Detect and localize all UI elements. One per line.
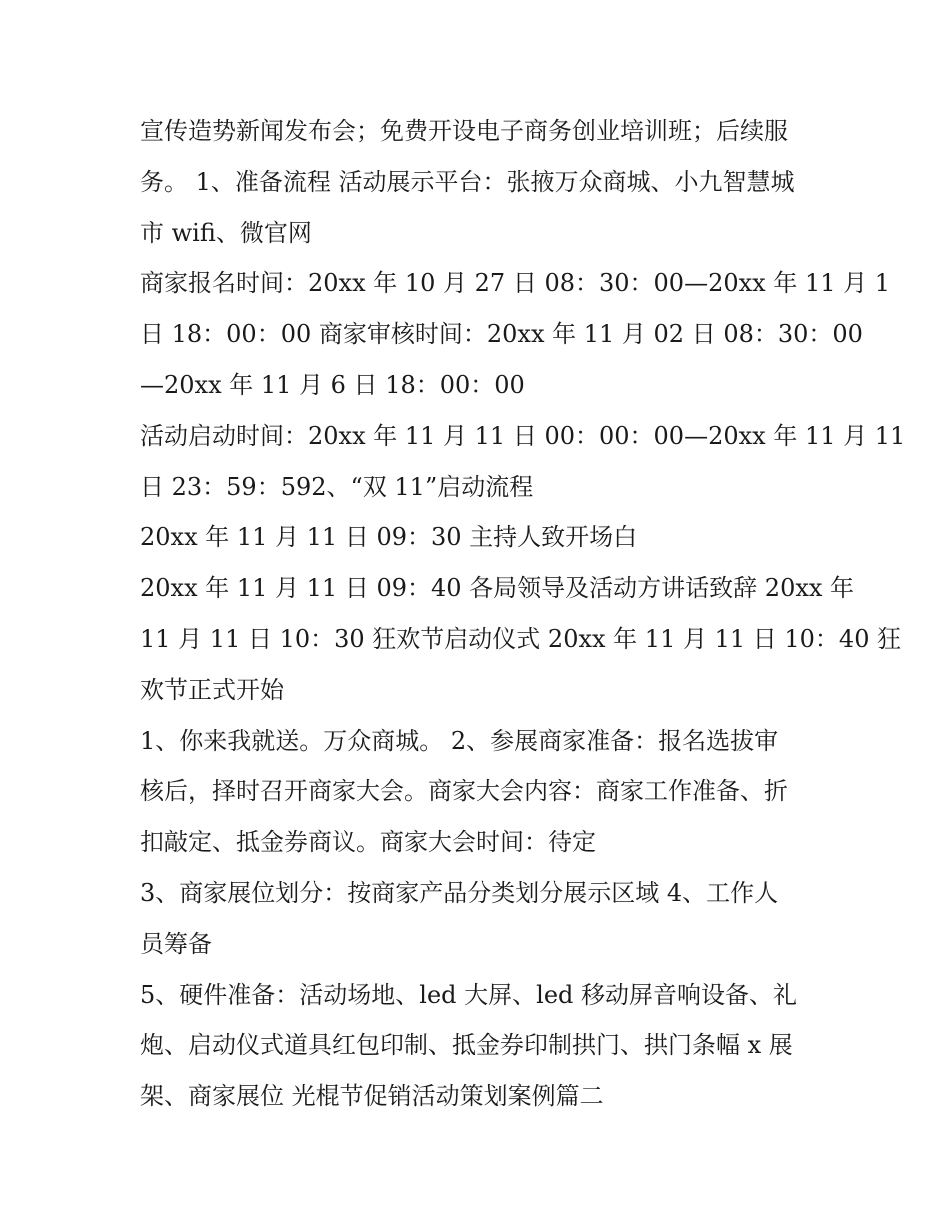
text-line: 日 23：59：592、“双 11”启动流程 bbox=[140, 472, 534, 501]
text-line: 5、硬件准备：活动场地、led 大屏、led 移动屏音响设备、礼 bbox=[140, 980, 798, 1009]
text-line: 扣敲定、抵金券商议。商家大会时间：待定 bbox=[140, 828, 596, 857]
document-body bbox=[140, 106, 906, 1122]
text-line: 架、商家展位 光棍节促销活动策划案例篇二 bbox=[140, 1082, 604, 1111]
text-line: 炮、启动仪式道具红包印制、抵金券印制拱门、拱门条幅 x 展 bbox=[140, 1031, 793, 1060]
text-line: 欢节正式开始 bbox=[140, 675, 284, 704]
text-line: 20xx 年 11 月 11 日 09：30 主持人致开场白 bbox=[140, 523, 638, 552]
text-line: 3、商家展位划分：按商家产品分类划分展示区域 4、工作人 bbox=[140, 878, 779, 907]
text-line: 11 月 11 日 10：30 狂欢节启动仪式 20xx 年 11 月 11 日 10：40 狂 bbox=[140, 624, 902, 653]
text-line: 1、你来我就送。万众商城。 2、参展商家准备：报名选拔审 bbox=[140, 726, 779, 755]
text-line: 市 wifi、微官网 bbox=[140, 218, 312, 247]
text-line: —20xx 年 11 月 6 日 18：00：00 bbox=[140, 370, 525, 399]
text-line: 员筹备 bbox=[140, 929, 212, 958]
text-line: 核后，择时召开商家大会。商家大会内容：商家工作准备、折 bbox=[140, 777, 788, 806]
text-line: 商家报名时间：20xx 年 10 月 27 日 08：30：00—20xx 年 11 月 1 bbox=[140, 269, 891, 298]
text-line: 日 18：00：00 商家审核时间：20xx 年 11 月 02 日 08：30：00 bbox=[140, 320, 863, 349]
text-line: 务。 1、准备流程 活动展示平台：张掖万众商城、小九智慧城 bbox=[140, 167, 795, 196]
text-line: 宣传造势新闻发布会；免费开设电子商务创业培训班；后续服 bbox=[140, 117, 788, 145]
text-line: 20xx 年 11 月 11 日 09：40 各局领导及活动方讲话致辞 20xx 年 bbox=[140, 574, 855, 603]
text-line: 活动启动时间：20xx 年 11 月 11 日 00：00：00—20xx 年 11 月 11 bbox=[140, 421, 906, 450]
